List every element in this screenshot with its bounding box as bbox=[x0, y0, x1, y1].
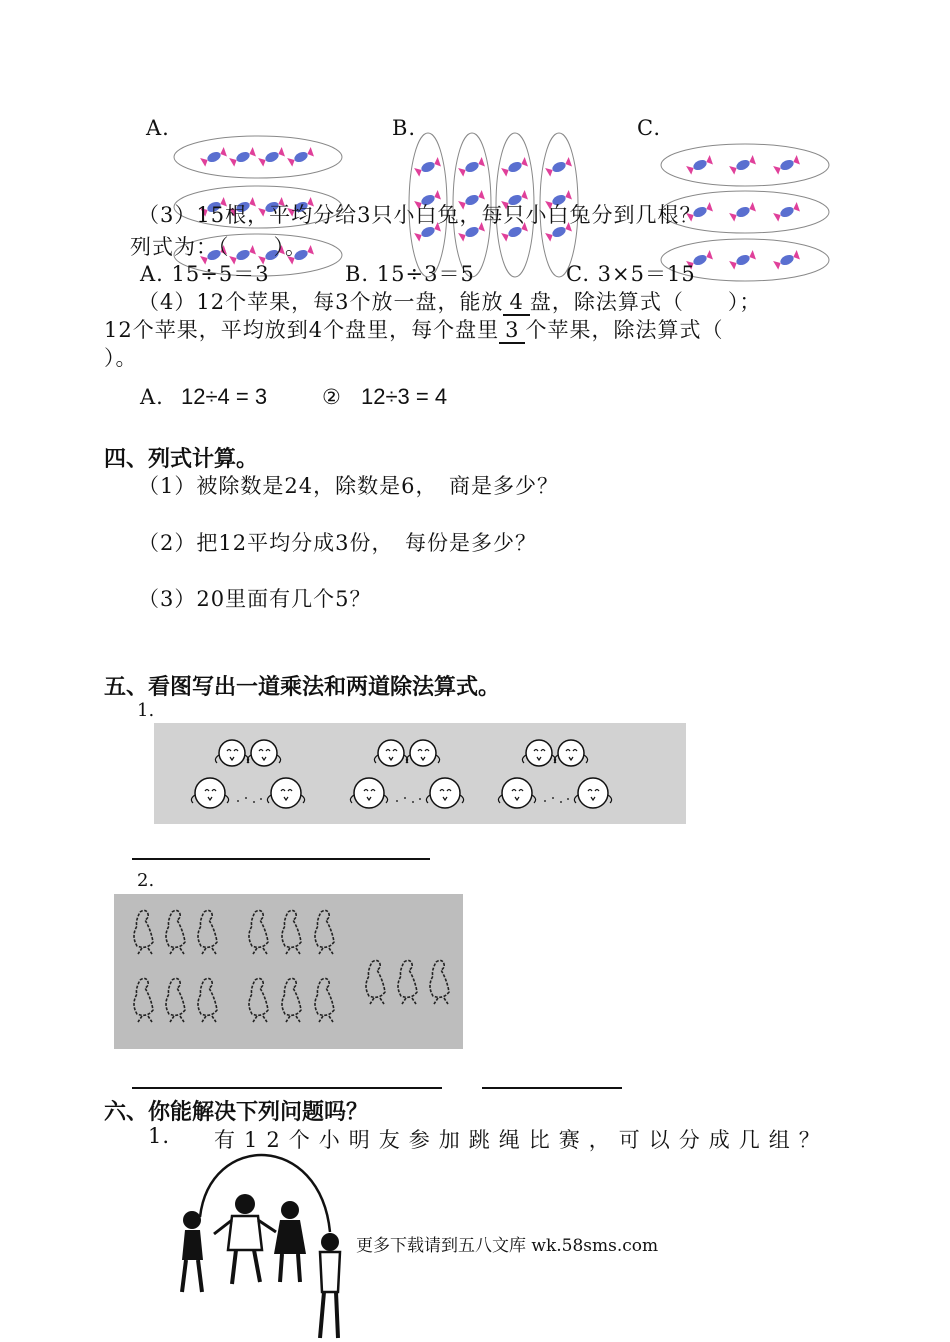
duck-icon bbox=[249, 978, 268, 1022]
duck-icon bbox=[315, 978, 334, 1022]
duck-icon bbox=[366, 960, 385, 1004]
candy-icon bbox=[773, 155, 801, 175]
chick-icon bbox=[574, 778, 611, 808]
duck-icon bbox=[134, 910, 153, 954]
duck-icon bbox=[166, 978, 185, 1022]
candy-icon bbox=[686, 155, 714, 175]
candy-icon bbox=[258, 147, 286, 167]
q3-choice-a: A. 15÷5＝3 bbox=[140, 262, 270, 286]
q4-choice-b: 12÷3 = 4 bbox=[361, 384, 448, 409]
ducks-illustration bbox=[114, 894, 463, 1049]
section5-title: 五、看图写出一道乘法和两道除法算式。 bbox=[104, 675, 501, 700]
candy-icon bbox=[229, 147, 257, 167]
section5-label1: 1. bbox=[137, 700, 155, 721]
q4-choice-a: 12÷4 = 3 bbox=[181, 384, 268, 409]
q4-line3: ）。 bbox=[104, 346, 138, 370]
section4-item1: （1）被除数是24，除数是6， 商是多少？ bbox=[138, 474, 559, 498]
chick-icon bbox=[215, 740, 248, 766]
chick-icon bbox=[374, 740, 407, 766]
q4-choice-a-label: A. bbox=[140, 385, 164, 409]
child-3 bbox=[274, 1201, 306, 1282]
answer-line-2[interactable] bbox=[132, 1087, 442, 1089]
duck-icon bbox=[282, 978, 301, 1022]
duck-icon bbox=[430, 960, 449, 1004]
option-b-label: B. bbox=[392, 116, 417, 140]
section6-item1-text: 有12个小明友参加跳绳比赛，可以分成几组？ bbox=[214, 1128, 829, 1152]
section4-title: 四、列式计算。 bbox=[104, 447, 259, 472]
duck-icon bbox=[134, 978, 153, 1022]
duck-icon bbox=[315, 910, 334, 954]
q4-line1 bbox=[138, 286, 761, 316]
candy-icon bbox=[458, 157, 486, 177]
q4-line1-pre: （4）12个苹果，每3个放一盘，能放 bbox=[138, 290, 504, 314]
duck-icon bbox=[282, 910, 301, 954]
chick-icon bbox=[350, 778, 387, 808]
candy-icon bbox=[501, 157, 529, 177]
option-c-label: C. bbox=[637, 116, 661, 140]
chicks-illustration bbox=[154, 723, 686, 824]
feed-crumbs bbox=[396, 798, 421, 802]
feed-crumbs bbox=[544, 798, 569, 802]
chick-icon bbox=[426, 778, 463, 808]
chick-icon bbox=[406, 740, 439, 766]
child-1 bbox=[182, 1211, 203, 1292]
section4-item2: （2）把12平均分成3份， 每份是多少？ bbox=[138, 531, 537, 555]
q4-blank-plates: 4 bbox=[503, 290, 529, 316]
candy-icon bbox=[287, 147, 315, 167]
chick-icon bbox=[247, 740, 280, 766]
candy-icon bbox=[729, 155, 757, 175]
q3-choice-b: B. 15÷3＝5 bbox=[345, 262, 475, 286]
child-4 bbox=[320, 1233, 340, 1338]
answer-line-1[interactable] bbox=[132, 858, 430, 860]
duck-icon bbox=[249, 910, 268, 954]
ducks-picture-panel bbox=[114, 894, 463, 1049]
chick-icon bbox=[498, 778, 535, 808]
candy-icon bbox=[545, 157, 573, 177]
section5-label2: 2. bbox=[137, 870, 155, 891]
chicks-picture-panel bbox=[154, 723, 686, 824]
jump-rope bbox=[200, 1155, 330, 1232]
answer-line-3[interactable] bbox=[482, 1087, 622, 1089]
watermark-text: 更多下载请到五八文库 wk.58sms.com bbox=[356, 1236, 659, 1256]
chick-icon bbox=[191, 778, 228, 808]
q4-blank-apples: 3 bbox=[499, 318, 525, 344]
section6-title: 六、你能解决下列问题吗？ bbox=[104, 1100, 369, 1125]
q4-line2 bbox=[104, 314, 723, 344]
q4-line2-post: 个苹果，除法算式（ bbox=[525, 318, 724, 342]
jump-rope-children-illustration bbox=[170, 1142, 380, 1342]
candy-icon bbox=[414, 157, 442, 177]
q3-line1: （3）15根，平均分给3只小白兔，每只小白兔分到几根？ bbox=[138, 203, 702, 227]
candy-icon bbox=[773, 250, 801, 270]
chick-icon bbox=[554, 740, 587, 766]
section6-item1-number: 1. bbox=[148, 1124, 171, 1148]
duck-icon bbox=[198, 978, 217, 1022]
candy-group-oval bbox=[174, 136, 342, 178]
q3-choice-c: C. 3×5＝15 bbox=[566, 262, 696, 286]
child-2 bbox=[214, 1194, 276, 1284]
q3-line2: 列式为：（ ）。 bbox=[130, 235, 307, 259]
feed-crumbs bbox=[237, 798, 262, 802]
section4-item3: （3）20里面有几个5？ bbox=[138, 587, 372, 611]
q4-choice-b-label: ② bbox=[322, 385, 342, 409]
option-a-label: A. bbox=[146, 116, 170, 140]
duck-icon bbox=[198, 910, 217, 954]
candy-icon bbox=[200, 147, 228, 167]
chick-icon bbox=[267, 778, 304, 808]
duck-icon bbox=[166, 910, 185, 954]
chick-icon bbox=[522, 740, 555, 766]
q4-line1-post: 盘，除法算式（ ）； bbox=[529, 290, 762, 314]
candy-icon bbox=[773, 202, 801, 222]
candy-icon bbox=[729, 202, 757, 222]
duck-icon bbox=[398, 960, 417, 1004]
candy-icon bbox=[729, 250, 757, 270]
q4-line2-pre: 12个苹果，平均放到4个盘里，每个盘里 bbox=[104, 318, 500, 342]
